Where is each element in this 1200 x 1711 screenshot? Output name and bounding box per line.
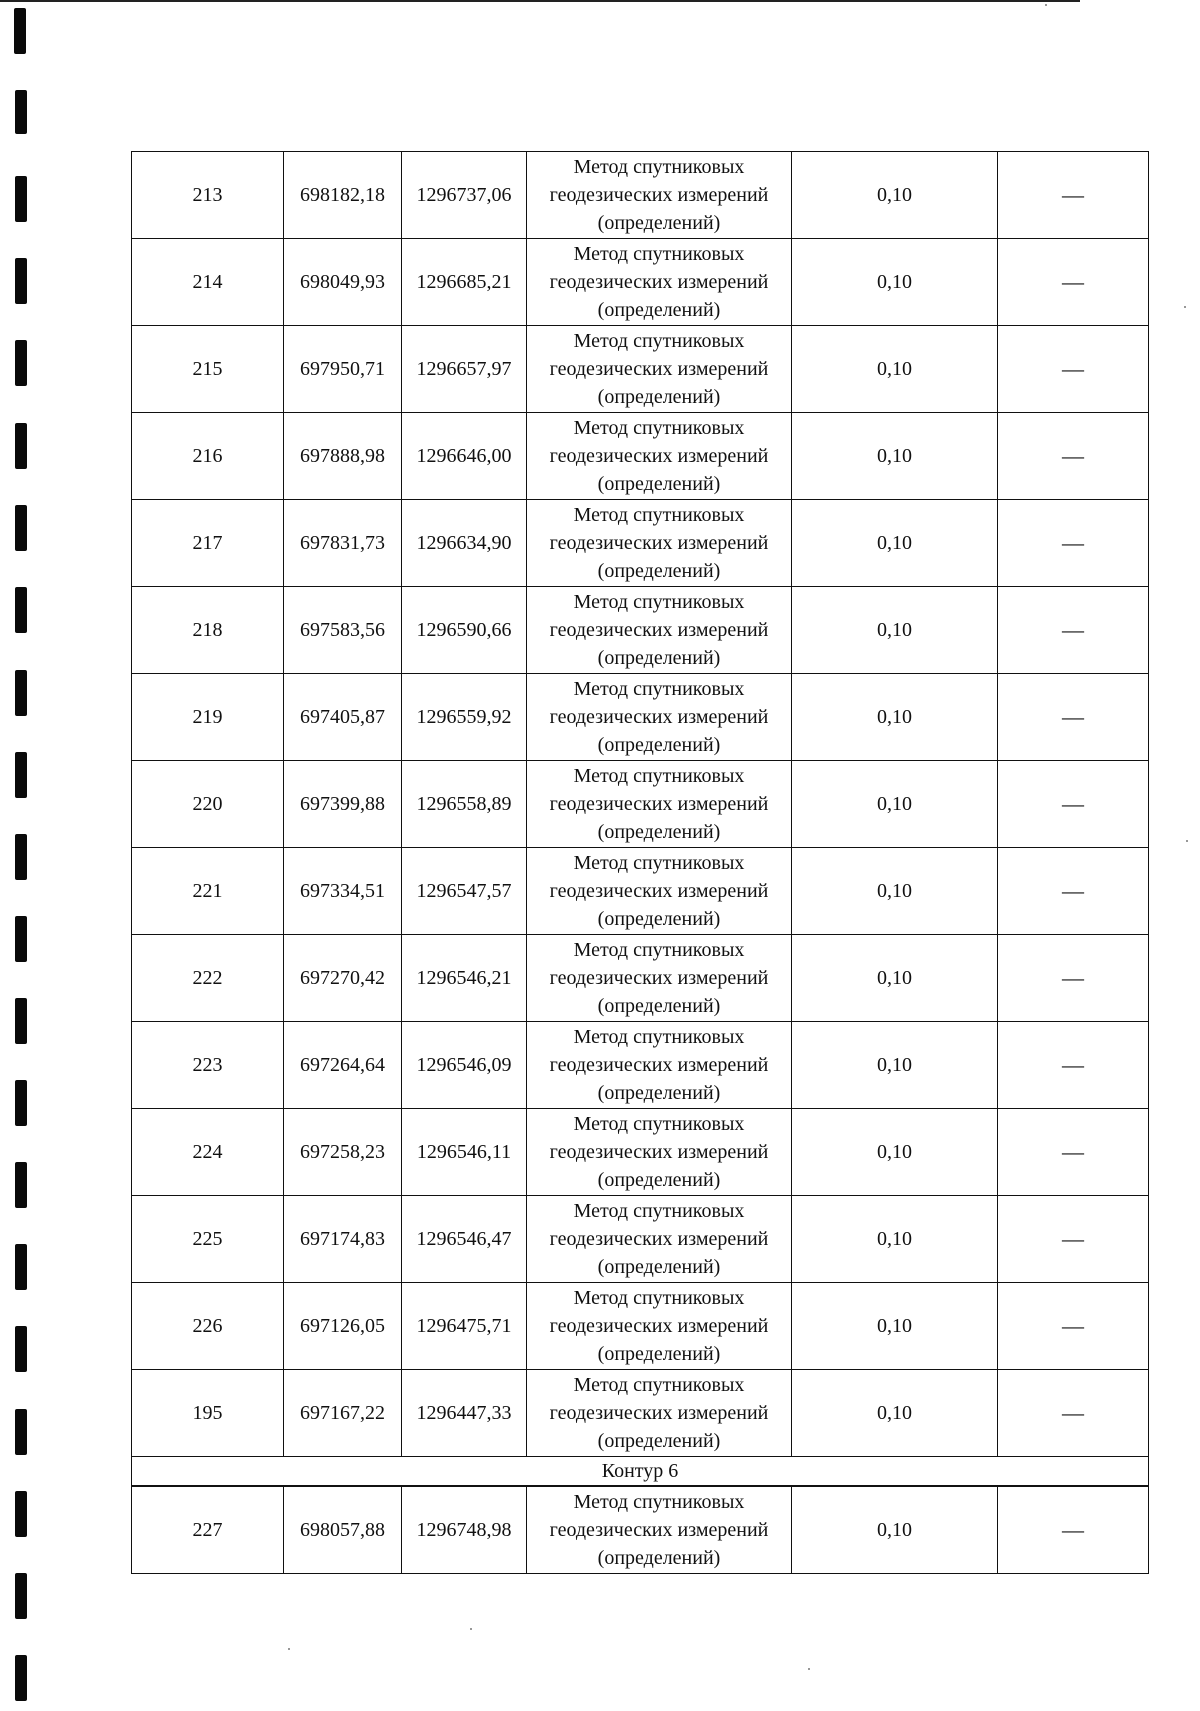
method-text-line: геодезических измерений bbox=[549, 1315, 769, 1337]
binding-mark bbox=[15, 670, 27, 716]
table-row bbox=[132, 587, 1149, 674]
method-text-line: (определений) bbox=[597, 386, 721, 408]
method-text-line: (определений) bbox=[597, 473, 721, 495]
method-text-line: Метод спутниковых bbox=[573, 1026, 745, 1048]
note-cell: — bbox=[998, 326, 1149, 413]
method-text-line: (определений) bbox=[597, 1082, 721, 1104]
point-number-cell: 226 bbox=[132, 1283, 284, 1370]
table-row bbox=[132, 239, 1149, 326]
binding-mark bbox=[15, 505, 27, 551]
binding-mark bbox=[15, 176, 27, 222]
table-row bbox=[132, 1109, 1149, 1196]
contour-section bbox=[132, 1457, 1149, 1487]
method-cell bbox=[527, 1486, 792, 1574]
binding-mark bbox=[15, 1573, 27, 1619]
method-cell bbox=[527, 1196, 792, 1283]
y-coordinate-cell: 1296546,21 bbox=[402, 935, 527, 1022]
accuracy-cell: 0,10 bbox=[792, 1486, 998, 1574]
y-coordinate-cell: 1296475,71 bbox=[402, 1283, 527, 1370]
point-number-cell: 216 bbox=[132, 413, 284, 500]
table-row bbox=[132, 152, 1149, 239]
table-row bbox=[132, 1486, 1149, 1574]
table-row bbox=[132, 1022, 1149, 1109]
accuracy-cell: 0,10 bbox=[792, 935, 998, 1022]
method-text-line: Метод спутниковых bbox=[573, 678, 745, 700]
contour-table-body bbox=[132, 1486, 1149, 1574]
method-text-line: геодезических измерений bbox=[549, 358, 769, 380]
method-text-line: (определений) bbox=[597, 1169, 721, 1191]
method-cell bbox=[527, 1283, 792, 1370]
y-coordinate-cell: 1296447,33 bbox=[402, 1370, 527, 1457]
point-number-cell: 220 bbox=[132, 761, 284, 848]
method-text-line: Метод спутниковых bbox=[573, 591, 745, 613]
method-text-line: Метод спутниковых bbox=[573, 1200, 745, 1222]
y-coordinate-cell: 1296748,98 bbox=[402, 1486, 527, 1574]
method-cell bbox=[527, 674, 792, 761]
binding-mark bbox=[15, 1655, 27, 1701]
method-cell bbox=[527, 1109, 792, 1196]
note-cell: — bbox=[998, 848, 1149, 935]
binding-mark bbox=[15, 834, 27, 880]
method-text-line: Метод спутниковых bbox=[573, 417, 745, 439]
x-coordinate-cell: 697950,71 bbox=[284, 326, 402, 413]
table-row bbox=[132, 326, 1149, 413]
scan-speck bbox=[1045, 4, 1047, 6]
note-cell: — bbox=[998, 500, 1149, 587]
point-number-cell: 222 bbox=[132, 935, 284, 1022]
method-text-line: геодезических измерений bbox=[549, 271, 769, 293]
x-coordinate-cell: 698057,88 bbox=[284, 1486, 402, 1574]
method-text-line: геодезических измерений bbox=[549, 1228, 769, 1250]
method-text-line: Метод спутниковых bbox=[573, 156, 745, 178]
accuracy-cell: 0,10 bbox=[792, 326, 998, 413]
y-coordinate-cell: 1296546,47 bbox=[402, 1196, 527, 1283]
method-text-line: геодезических измерений bbox=[549, 793, 769, 815]
binding-mark bbox=[15, 90, 27, 134]
method-text-line: Метод спутниковых bbox=[573, 1287, 745, 1309]
method-text-line: геодезических измерений bbox=[549, 1519, 769, 1541]
accuracy-cell: 0,10 bbox=[792, 761, 998, 848]
binding-mark bbox=[14, 8, 26, 54]
method-text-line: геодезических измерений bbox=[549, 706, 769, 728]
x-coordinate-cell: 697831,73 bbox=[284, 500, 402, 587]
note-cell: — bbox=[998, 1370, 1149, 1457]
binding-mark bbox=[15, 1080, 27, 1126]
binding-mark bbox=[15, 587, 27, 633]
method-cell bbox=[527, 848, 792, 935]
coordinates-table bbox=[131, 151, 1149, 1574]
x-coordinate-cell: 697264,64 bbox=[284, 1022, 402, 1109]
note-cell: — bbox=[998, 239, 1149, 326]
accuracy-cell: 0,10 bbox=[792, 1022, 998, 1109]
method-cell bbox=[527, 152, 792, 239]
binding-mark bbox=[15, 340, 27, 386]
binding-mark bbox=[15, 752, 27, 798]
binding-mark bbox=[15, 258, 27, 304]
method-text-line: Метод спутниковых bbox=[573, 504, 745, 526]
method-text-line: геодезических измерений bbox=[549, 184, 769, 206]
accuracy-cell: 0,10 bbox=[792, 1283, 998, 1370]
point-number-cell: 227 bbox=[132, 1486, 284, 1574]
note-cell: — bbox=[998, 674, 1149, 761]
method-text-line: (определений) bbox=[597, 1430, 721, 1452]
method-text-line: геодезических измерений bbox=[549, 967, 769, 989]
method-text-line: Метод спутниковых bbox=[573, 765, 745, 787]
x-coordinate-cell: 697270,42 bbox=[284, 935, 402, 1022]
point-number-cell: 225 bbox=[132, 1196, 284, 1283]
y-coordinate-cell: 1296558,89 bbox=[402, 761, 527, 848]
point-number-cell: 213 bbox=[132, 152, 284, 239]
method-text-line: (определений) bbox=[597, 1547, 721, 1569]
method-cell bbox=[527, 587, 792, 674]
method-text-line: (определений) bbox=[597, 647, 721, 669]
method-text-line: геодезических измерений bbox=[549, 532, 769, 554]
table-row bbox=[132, 935, 1149, 1022]
method-text-line: Метод спутниковых bbox=[573, 939, 745, 961]
method-text-line: Метод спутниковых bbox=[573, 330, 745, 352]
method-text-line: геодезических измерений bbox=[549, 445, 769, 467]
method-text-line: геодезических измерений bbox=[549, 619, 769, 641]
y-coordinate-cell: 1296559,92 bbox=[402, 674, 527, 761]
note-cell: — bbox=[998, 935, 1149, 1022]
point-number-cell: 223 bbox=[132, 1022, 284, 1109]
scan-speck bbox=[1184, 306, 1186, 308]
binding-mark bbox=[15, 1491, 27, 1537]
x-coordinate-cell: 697174,83 bbox=[284, 1196, 402, 1283]
accuracy-cell: 0,10 bbox=[792, 413, 998, 500]
point-number-cell: 214 bbox=[132, 239, 284, 326]
x-coordinate-cell: 697399,88 bbox=[284, 761, 402, 848]
binding-mark bbox=[15, 1326, 27, 1372]
method-text-line: Метод спутниковых bbox=[573, 1113, 745, 1135]
y-coordinate-cell: 1296646,00 bbox=[402, 413, 527, 500]
note-cell: — bbox=[998, 1196, 1149, 1283]
y-coordinate-cell: 1296547,57 bbox=[402, 848, 527, 935]
point-number-cell: 219 bbox=[132, 674, 284, 761]
table-row bbox=[132, 761, 1149, 848]
contour-header-row bbox=[132, 1457, 1149, 1487]
table-row bbox=[132, 500, 1149, 587]
y-coordinate-cell: 1296737,06 bbox=[402, 152, 527, 239]
method-text-line: геодезических измерений bbox=[549, 880, 769, 902]
method-text-line: (определений) bbox=[597, 1256, 721, 1278]
note-cell: — bbox=[998, 413, 1149, 500]
note-cell: — bbox=[998, 152, 1149, 239]
method-text-line: Метод спутниковых bbox=[573, 852, 745, 874]
x-coordinate-cell: 697583,56 bbox=[284, 587, 402, 674]
method-cell bbox=[527, 935, 792, 1022]
method-text-line: (определений) bbox=[597, 299, 721, 321]
binding-mark bbox=[15, 1162, 27, 1208]
accuracy-cell: 0,10 bbox=[792, 1196, 998, 1283]
method-text-line: (определений) bbox=[597, 821, 721, 843]
binding-mark bbox=[15, 423, 27, 469]
method-text-line: (определений) bbox=[597, 560, 721, 582]
method-text-line: Метод спутниковых bbox=[573, 1491, 745, 1513]
note-cell: — bbox=[998, 1109, 1149, 1196]
x-coordinate-cell: 698049,93 bbox=[284, 239, 402, 326]
method-text-line: (определений) bbox=[597, 1343, 721, 1365]
method-text-line: (определений) bbox=[597, 908, 721, 930]
binding-mark bbox=[15, 916, 27, 962]
scan-speck bbox=[288, 1648, 290, 1650]
x-coordinate-cell: 697258,23 bbox=[284, 1109, 402, 1196]
y-coordinate-cell: 1296685,21 bbox=[402, 239, 527, 326]
x-coordinate-cell: 697334,51 bbox=[284, 848, 402, 935]
method-cell bbox=[527, 761, 792, 848]
y-coordinate-cell: 1296590,66 bbox=[402, 587, 527, 674]
note-cell: — bbox=[998, 1283, 1149, 1370]
page-top-edge bbox=[0, 0, 1080, 2]
method-cell bbox=[527, 500, 792, 587]
accuracy-cell: 0,10 bbox=[792, 152, 998, 239]
scan-speck bbox=[1186, 840, 1188, 842]
table-row bbox=[132, 674, 1149, 761]
x-coordinate-cell: 698182,18 bbox=[284, 152, 402, 239]
table-row bbox=[132, 1283, 1149, 1370]
accuracy-cell: 0,10 bbox=[792, 674, 998, 761]
accuracy-cell: 0,10 bbox=[792, 500, 998, 587]
note-cell: — bbox=[998, 1022, 1149, 1109]
point-number-cell: 195 bbox=[132, 1370, 284, 1457]
method-cell bbox=[527, 239, 792, 326]
point-number-cell: 215 bbox=[132, 326, 284, 413]
method-text-line: Метод спутниковых bbox=[573, 243, 745, 265]
method-cell bbox=[527, 326, 792, 413]
y-coordinate-cell: 1296546,11 bbox=[402, 1109, 527, 1196]
coordinates-table-body bbox=[132, 152, 1149, 1457]
method-text-line: Метод спутниковых bbox=[573, 1374, 745, 1396]
binding-hole-marks bbox=[0, 0, 50, 1711]
scan-speck bbox=[808, 1668, 810, 1670]
binding-mark bbox=[15, 1244, 27, 1290]
x-coordinate-cell: 697405,87 bbox=[284, 674, 402, 761]
x-coordinate-cell: 697167,22 bbox=[284, 1370, 402, 1457]
y-coordinate-cell: 1296634,90 bbox=[402, 500, 527, 587]
method-text-line: (определений) bbox=[597, 995, 721, 1017]
accuracy-cell: 0,10 bbox=[792, 1109, 998, 1196]
point-number-cell: 218 bbox=[132, 587, 284, 674]
table-row bbox=[132, 1196, 1149, 1283]
scan-speck bbox=[470, 1628, 472, 1630]
method-text-line: (определений) bbox=[597, 734, 721, 756]
method-text-line: (определений) bbox=[597, 212, 721, 234]
accuracy-cell: 0,10 bbox=[792, 239, 998, 326]
method-text-line: геодезических измерений bbox=[549, 1054, 769, 1076]
note-cell: — bbox=[998, 761, 1149, 848]
method-cell bbox=[527, 1370, 792, 1457]
y-coordinate-cell: 1296546,09 bbox=[402, 1022, 527, 1109]
contour-label: Контур 6 bbox=[132, 1457, 1149, 1487]
accuracy-cell: 0,10 bbox=[792, 1370, 998, 1457]
x-coordinate-cell: 697888,98 bbox=[284, 413, 402, 500]
method-text-line: геодезических измерений bbox=[549, 1402, 769, 1424]
method-cell bbox=[527, 413, 792, 500]
binding-mark bbox=[15, 998, 27, 1044]
table-row bbox=[132, 848, 1149, 935]
point-number-cell: 217 bbox=[132, 500, 284, 587]
method-text-line: геодезических измерений bbox=[549, 1141, 769, 1163]
point-number-cell: 224 bbox=[132, 1109, 284, 1196]
table-row bbox=[132, 413, 1149, 500]
point-number-cell: 221 bbox=[132, 848, 284, 935]
method-cell bbox=[527, 1022, 792, 1109]
note-cell: — bbox=[998, 587, 1149, 674]
accuracy-cell: 0,10 bbox=[792, 848, 998, 935]
note-cell: — bbox=[998, 1486, 1149, 1574]
binding-mark bbox=[15, 1409, 27, 1455]
accuracy-cell: 0,10 bbox=[792, 587, 998, 674]
table-row bbox=[132, 1370, 1149, 1457]
x-coordinate-cell: 697126,05 bbox=[284, 1283, 402, 1370]
y-coordinate-cell: 1296657,97 bbox=[402, 326, 527, 413]
